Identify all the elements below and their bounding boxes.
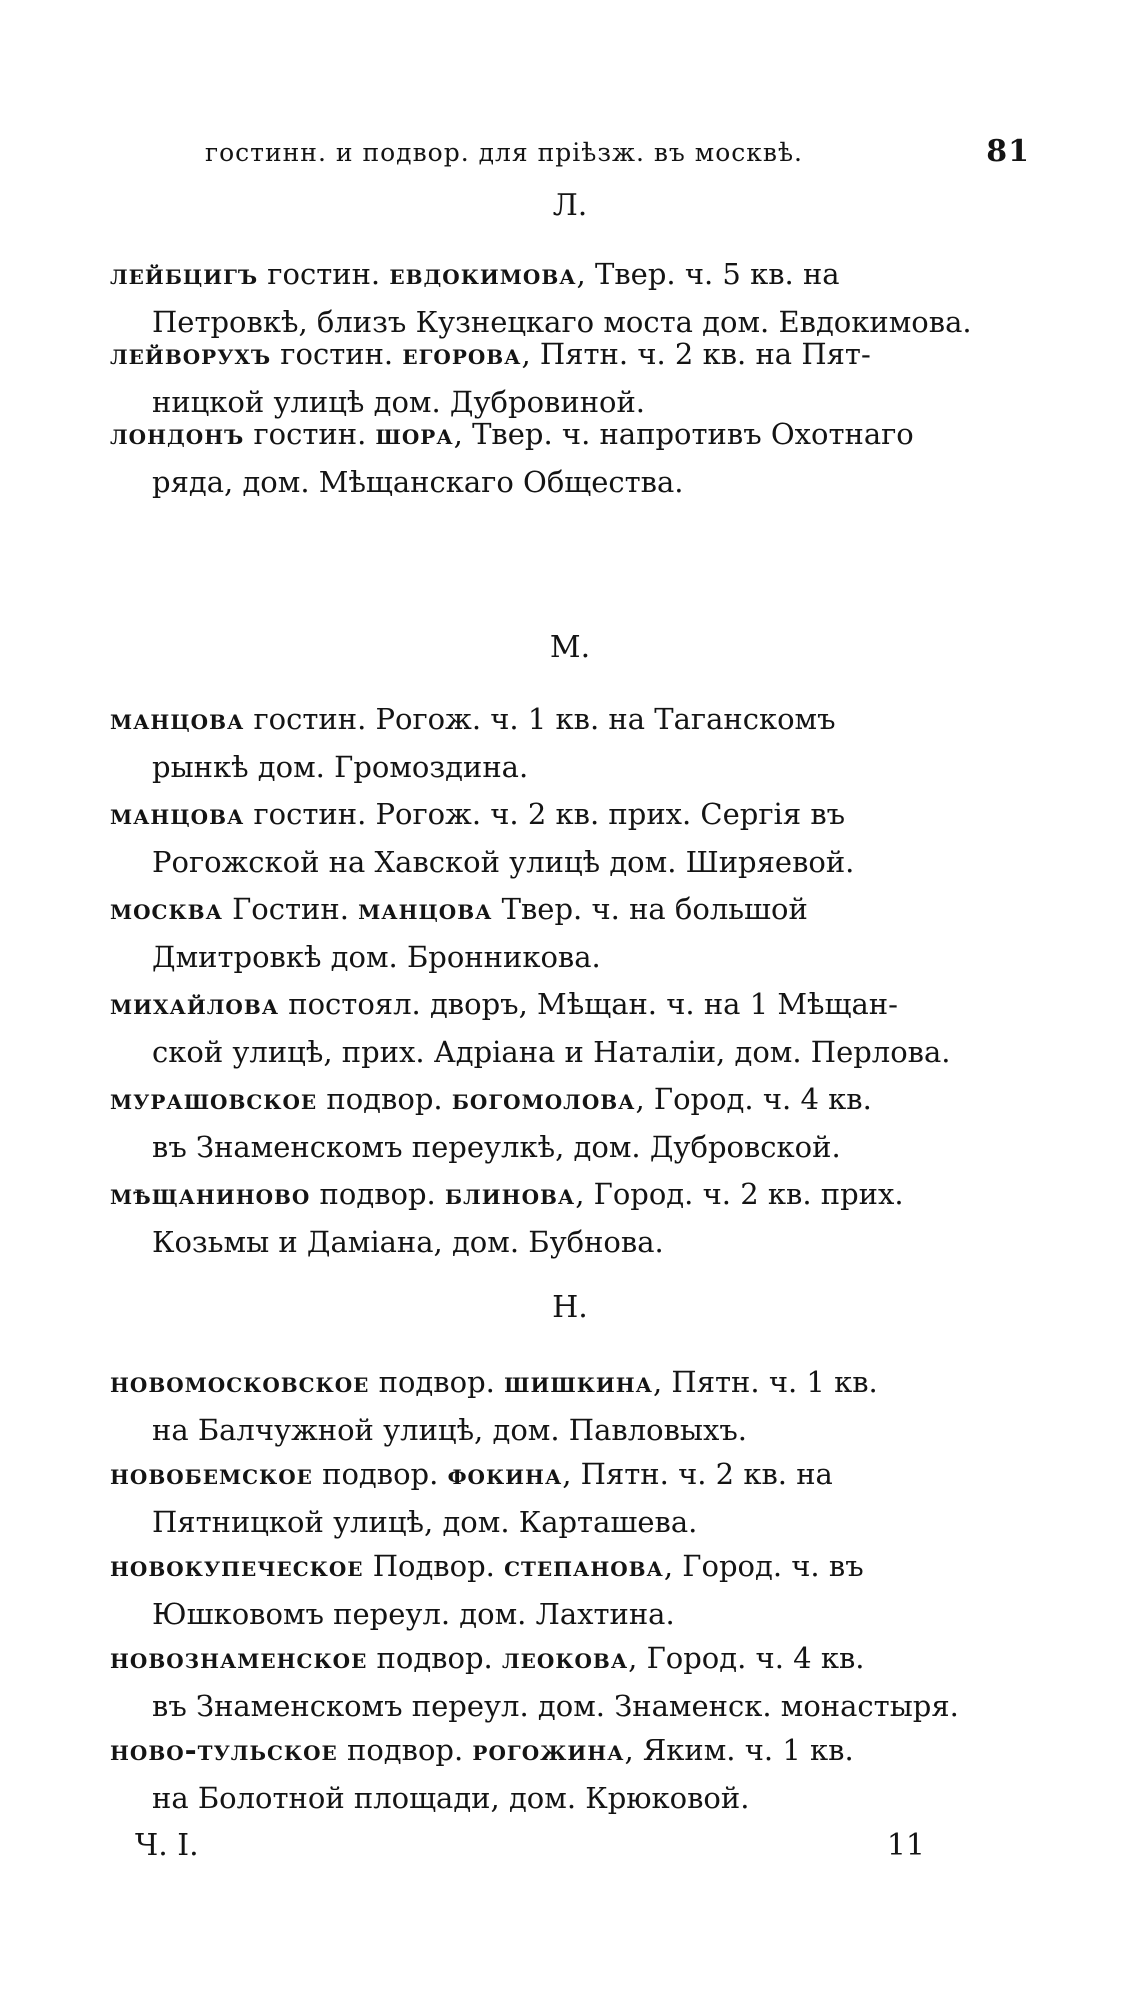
entry-text: гостин.: [271, 337, 403, 371]
entry-name: новознаменское: [110, 1641, 368, 1675]
entry-text: , Твер. ч. напротивъ Охотнаго: [453, 417, 914, 451]
directory-entry: [110, 790, 1030, 886]
entry-owner: рогожина: [472, 1733, 625, 1767]
directory-entry: [110, 410, 1030, 506]
entry-name: мѣщаниново: [110, 1177, 311, 1211]
section-letter: Н.: [552, 1290, 588, 1325]
entry-text: гостин.: [258, 257, 390, 291]
entry-text: гостин. Рогож. ч. 1 кв. на Таганскомъ: [244, 702, 836, 736]
directory-entry: [110, 980, 1030, 1076]
entry-text: подвор.: [369, 1365, 505, 1399]
entry-name: москва: [110, 892, 223, 926]
entry-owner: егорова: [402, 337, 522, 371]
entry-continuation: Пятницкой улицѣ, дом. Карташева.: [152, 1505, 698, 1539]
entry-owner: шора: [375, 417, 454, 451]
entry-continuation: Козьмы и Даміана, дом. Бубнова.: [152, 1225, 664, 1259]
entry-text: , Яким. ч. 1 кв.: [624, 1733, 854, 1767]
entry-name: манцова: [110, 797, 245, 831]
entry-text: , Пятн. ч. 2 кв. на: [562, 1457, 833, 1491]
entry-text: подвор.: [317, 1082, 452, 1116]
entry-continuation: ницкой улицѣ дом. Дубровиной.: [152, 385, 646, 419]
entry-owner: блинова: [445, 1177, 576, 1211]
entry-continuation: на Балчужной улицѣ, дом. Павловыхъ.: [152, 1413, 748, 1447]
entry-name: михайлова: [110, 987, 280, 1021]
entry-text: , Твер. ч. 5 кв. на: [576, 257, 840, 291]
directory-entry: [110, 695, 1030, 791]
entry-continuation: въ Знаменскомъ переулкѣ, дом. Дубровской.: [152, 1130, 841, 1164]
entry-continuation: Рогожской на Хавской улицѣ дом. Ширяевой.: [152, 845, 855, 879]
entry-text: постоял. дворъ, Мѣщан. ч. на 1 Мѣщан-: [279, 987, 898, 1021]
entry-text: гостин.: [244, 417, 376, 451]
entry-owner: богомолова: [451, 1082, 636, 1116]
running-head: [205, 134, 1030, 169]
entry-owner: фокина: [447, 1457, 563, 1491]
directory-entry: [110, 1726, 1030, 1822]
entry-owner: евдокимова: [389, 257, 577, 291]
entry-continuation: на Болотной площади, дом. Крюковой.: [152, 1781, 750, 1815]
directory-entry: [110, 1170, 1030, 1266]
entry-text: , Город. ч. 4 кв.: [635, 1082, 872, 1116]
entry-name: лейбцигъ: [110, 257, 259, 291]
entry-text: , Пятн. ч. 1 кв.: [652, 1365, 878, 1399]
directory-entry: [110, 1450, 1030, 1546]
entry-name: мурашовское: [110, 1082, 318, 1116]
directory-entry: [110, 1358, 1030, 1454]
entry-continuation: Петровкѣ, близъ Кузнецкаго моста дом. Евдокимова.: [152, 305, 972, 339]
entry-owner: степанова: [504, 1549, 664, 1583]
entry-text: Гостин.: [222, 892, 359, 926]
section-letter: М.: [549, 630, 591, 665]
entry-name: новомосковское: [110, 1365, 370, 1399]
section-letter: Л.: [552, 188, 588, 223]
entry-text: , Город. ч. 2 кв. прих.: [575, 1177, 904, 1211]
entry-text: , Пятн. ч. 2 кв. на Пят-: [521, 337, 871, 371]
entry-text: подвор.: [367, 1641, 502, 1675]
entry-name: лондонъ: [110, 417, 245, 451]
entry-text: подвор.: [312, 1457, 448, 1491]
entry-continuation: рынкѣ дом. Громоздина.: [152, 750, 529, 784]
entry-name: новобемское: [110, 1457, 313, 1491]
entry-continuation: Дмитровкѣ дом. Бронникова.: [152, 940, 601, 974]
entry-text: Твер. ч. на большой: [492, 892, 808, 926]
entry-name: лейворухъ: [110, 337, 272, 371]
directory-entry: [110, 1075, 1030, 1171]
entry-name: новокупеческое: [110, 1549, 364, 1583]
directory-entry: [110, 1634, 1030, 1730]
entry-continuation: Юшковомъ переул. дом. Лахтина.: [152, 1597, 675, 1631]
entry-name: ново-тульское: [110, 1733, 338, 1767]
entry-text: подвор.: [337, 1733, 473, 1767]
entry-text: подвор.: [310, 1177, 445, 1211]
entry-text: , Город. ч. 4 кв.: [628, 1641, 865, 1675]
signature-mark: Ч. I.: [135, 1828, 199, 1863]
entry-continuation: ской улицѣ, прих. Адріана и Наталіи, дом. Перлова.: [152, 1035, 951, 1069]
page-number: 81: [986, 134, 1030, 169]
directory-entry: [110, 1542, 1030, 1638]
sheet-number: 11: [886, 1828, 925, 1863]
running-head-title: гостинн. и подвор. для пріѣзж. въ москвѣ.: [205, 138, 804, 167]
entry-name: манцова: [110, 702, 245, 736]
directory-entry: [110, 885, 1030, 981]
entry-continuation: ряда, дом. Мѣщанскаго Общества.: [152, 465, 684, 499]
entry-text: , Город. ч. въ: [663, 1549, 864, 1583]
entry-continuation: въ Знаменскомъ переул. дом. Знаменск. монастыря.: [152, 1689, 959, 1723]
entry-owner: шишкина: [504, 1365, 653, 1399]
entry-text: Подвор.: [363, 1549, 505, 1583]
entry-owner: манцова: [358, 892, 493, 926]
entry-owner: леокова: [501, 1641, 629, 1675]
entry-text: гостин. Рогож. ч. 2 кв. прих. Сергія въ: [244, 797, 846, 831]
